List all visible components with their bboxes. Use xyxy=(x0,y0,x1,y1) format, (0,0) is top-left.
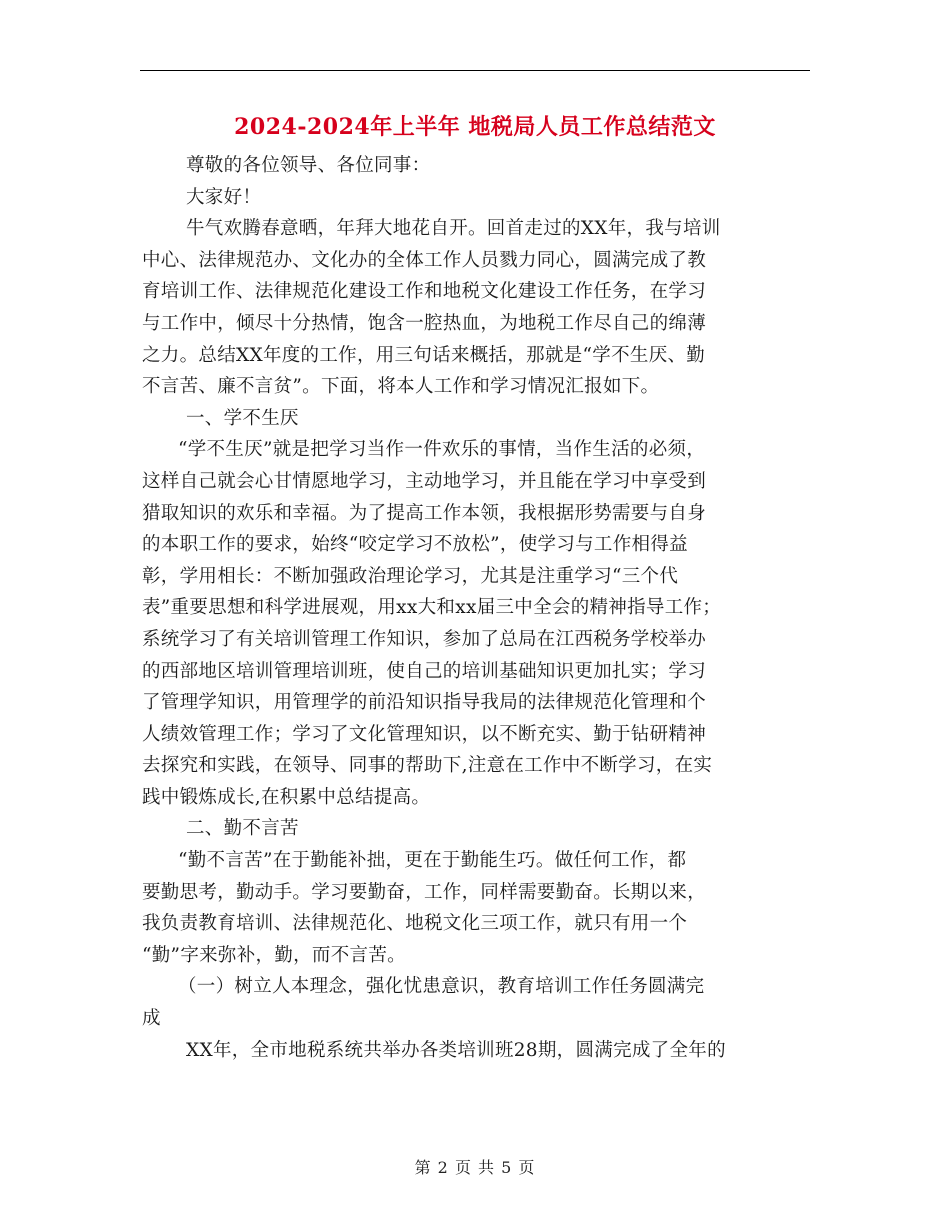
body-line: 要勤思考，勤动手。学习要勤奋，工作，同样需要勤奋。长期以来， xyxy=(142,881,707,903)
body-line: 我负责教育培训、法律规范化、地税文化三项工作，就只有用一个 xyxy=(142,913,688,935)
page-number: 第 2 页 共 5 页 xyxy=(414,1158,536,1177)
section-heading: 一、学不生厌 xyxy=(186,407,299,429)
body-line: 了管理学知识，用管理学的前沿知识指导我局的法律规范化管理和个 xyxy=(142,692,707,714)
body-line: 的本职工作的要求，始终“咬定学习不放松”，使学习与工作相得益 xyxy=(142,534,688,556)
salutation: 尊敬的各位领导、各位同事： xyxy=(186,155,431,176)
body-line: “勤不言苦”在于勤能补拙，更在于勤能生巧。做任何工作，都 xyxy=(178,850,687,872)
body-line: 彰，学用相长：不断加强政治理论学习，尤其是注重学习“三个代 xyxy=(142,565,679,587)
body-line: “勤”字来弥补，勤，而不言苦。 xyxy=(142,944,406,966)
document-title: 2024-2024年上半年 地税局人员工作总结范文 xyxy=(234,114,716,140)
body-line: 中心、法律规范办、文化办的全体工作人员戮力同心，圆满完成了教 xyxy=(142,249,707,271)
body-line: 之力。总结XX年度的工作，用三句话来概括，那就是“学不生厌、勤 xyxy=(142,344,706,366)
body-line: XX年，全市地税系统共举办各类培训班28期，圆满完成了全年的 xyxy=(186,1039,726,1061)
body-line: 牛气欢腾春意晒，年拜大地花自开。回首走过的XX年，我与培训 xyxy=(186,218,721,240)
subsection-heading-cont: 成 xyxy=(142,1008,161,1030)
header-rule xyxy=(140,70,810,71)
body-line: 践中锻炼成长,在积累中总结提高。 xyxy=(142,786,431,808)
body-line: 不言苦、廉不言贫”。下面，将本人工作和学习情况汇报如下。 xyxy=(142,376,660,398)
body-line: 系统学习了有关培训管理工作知识，参加了总局在江西税务学校举办 xyxy=(142,628,707,650)
body-line: 育培训工作、法律规范化建设工作和地税文化建设工作任务，在学习 xyxy=(142,281,707,303)
body-line: 猎取知识的欢乐和幸福。为了提高工作本领，我根据形势需要与自身 xyxy=(142,502,707,524)
document-body xyxy=(142,150,822,1066)
body-line: 去探究和实践，在领导、同事的帮助下,注意在工作中不断学习，在实 xyxy=(142,755,713,777)
body-line: 人绩效管理工作；学习了文化管理知识，以不断充实、勤于钻研精神 xyxy=(142,723,707,745)
body-line: 表”重要思想和科学进展观，用xx大和xx届三中全会的精神指导工作； xyxy=(142,597,722,619)
section-heading: 二、勤不言苦 xyxy=(186,818,299,840)
body-line: “学不生厌”就是把学习当作一件欢乐的事情，当作生活的必须， xyxy=(178,439,706,461)
body-line: 与工作中，倾尽十分热情，饱含一腔热血，为地税工作尽自己的绵薄 xyxy=(142,312,707,334)
body-line: 这样自己就会心甘情愿地学习，主动地学习，并且能在学习中享受到 xyxy=(142,470,707,492)
body-line: 的西部地区培训管理培训班，使自己的培训基础知识更加扎实；学习 xyxy=(142,660,707,682)
subsection-heading: （一）树立人本理念，强化忧患意识，教育培训工作任务圆满完 xyxy=(178,976,705,998)
greeting: 大家好！ xyxy=(186,186,262,208)
